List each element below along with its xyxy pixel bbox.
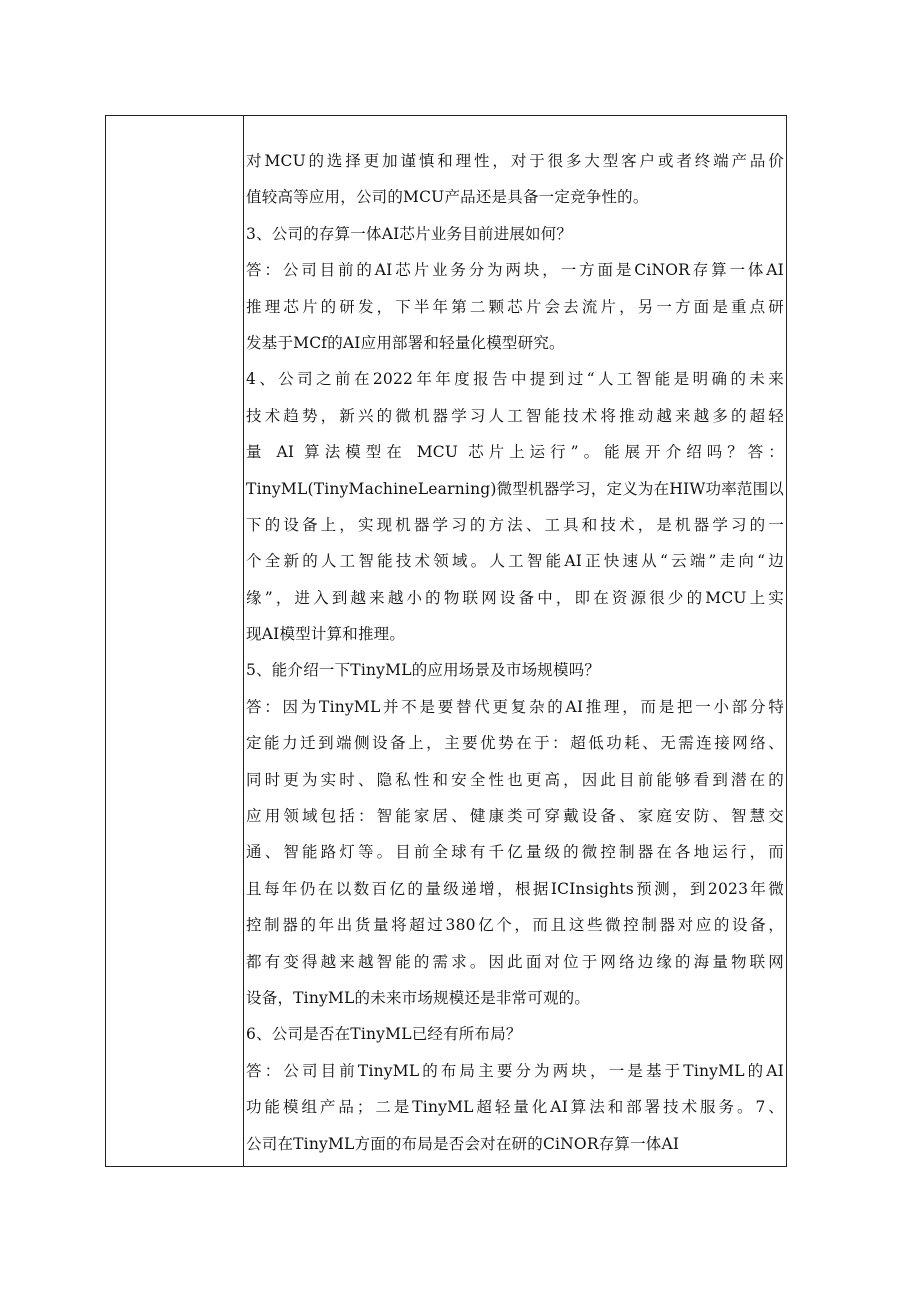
text-line: 同时更为实时、隐私性和安全性也更高，因此目前能够看到潜在的 (246, 770, 784, 789)
text-line: 公司在TinyML方面的布局是否会对在研的CiNOR存算一体AI (246, 1134, 680, 1153)
question-line: 4、公司之前在2022年年度报告中提到过“人工智能是明确的未来 (246, 370, 784, 389)
text-line: 应用领域包括：智能家居、健康类可穿戴设备、家庭安防、智慧交 (246, 807, 784, 826)
question-line: 6、公司是否在TinyML已经有所布局？ (246, 1025, 522, 1044)
right-column-cell (244, 116, 786, 1166)
answer-line: TinyML(TinyMachineLearning)微型机器学习，定义为在HIW功率范围以 (246, 479, 784, 498)
text-line: 技术趋势，新兴的微机器学习人工智能技术将推动越来越多的超轻 (246, 406, 784, 425)
text-line: 对MCU的选择更加谨慎和理性，对于很多大型客户或者终端产品价 (246, 152, 784, 170)
text-line: 设备，TinyML的未来市场规模还是非常可观的。 (246, 988, 591, 1007)
text-line: 缘”，进入到越来越小的物联网设备中，即在资源很少的MCU上实 (246, 588, 784, 607)
text-line: 个全新的人工智能技术领域。人工智能AI正快速从“云端”走向“边 (246, 552, 784, 571)
text-line: 量 AI 算法模型在 MCU 芯片上运行”。能展开介绍吗？答： (246, 443, 784, 462)
text-line: 值较高等应用，公司的MCU产品还是具备一定竞争性的。 (246, 188, 649, 207)
text-line: 都有变得越来越智能的需求。因此面对位于网络边缘的海量物联网 (246, 952, 784, 971)
answer-line: 答：公司目前的AI芯片业务分为两块，一方面是CiNOR存算一体AI (246, 261, 784, 280)
content-table (105, 115, 787, 1167)
text-line: 推理芯片的研发，下半年第二颗芯片会去流片，另一方面是重点研 (246, 297, 784, 316)
answer-line: 答：因为TinyML并不是要替代更复杂的AI推理，而是把一小部分特 (246, 697, 784, 716)
left-column-cell (106, 116, 244, 1166)
text-line: 下的设备上，实现机器学习的方法、工具和技术，是机器学习的一 (246, 515, 784, 534)
text-line: 现AI模型计算和推理。 (246, 625, 406, 644)
text-line: 定能力迁到端侧设备上，主要优势在于：超低功耗、无需连接网络、 (246, 734, 784, 753)
question-line: 5、能介绍一下TinyML的应用场景及市场规模吗？ (246, 661, 601, 680)
text-line: 发基于MCf的AI应用部署和轻量化模型研究。 (246, 333, 565, 352)
text-line: 功能模组产品；二是TinyML超轻量化AI算法和部署技术服务。7、 (246, 1098, 784, 1117)
text-line: 且每年仍在以数百亿的量级递增，根据ICInsights预测，到2023年微 (246, 879, 784, 898)
answer-line: 答：公司目前TinyML的布局主要分为两块，一是基于TinyML的AI (246, 1061, 784, 1080)
question-line: 3、公司的存算一体AI芯片业务目前进展如何？ (246, 224, 573, 243)
text-line: 控制器的年出货量将超过380亿个，而且这些微控制器对应的设备， (246, 916, 784, 935)
text-line: 通、智能路灯等。目前全球有千亿量级的微控制器在各地运行，而 (246, 843, 784, 862)
